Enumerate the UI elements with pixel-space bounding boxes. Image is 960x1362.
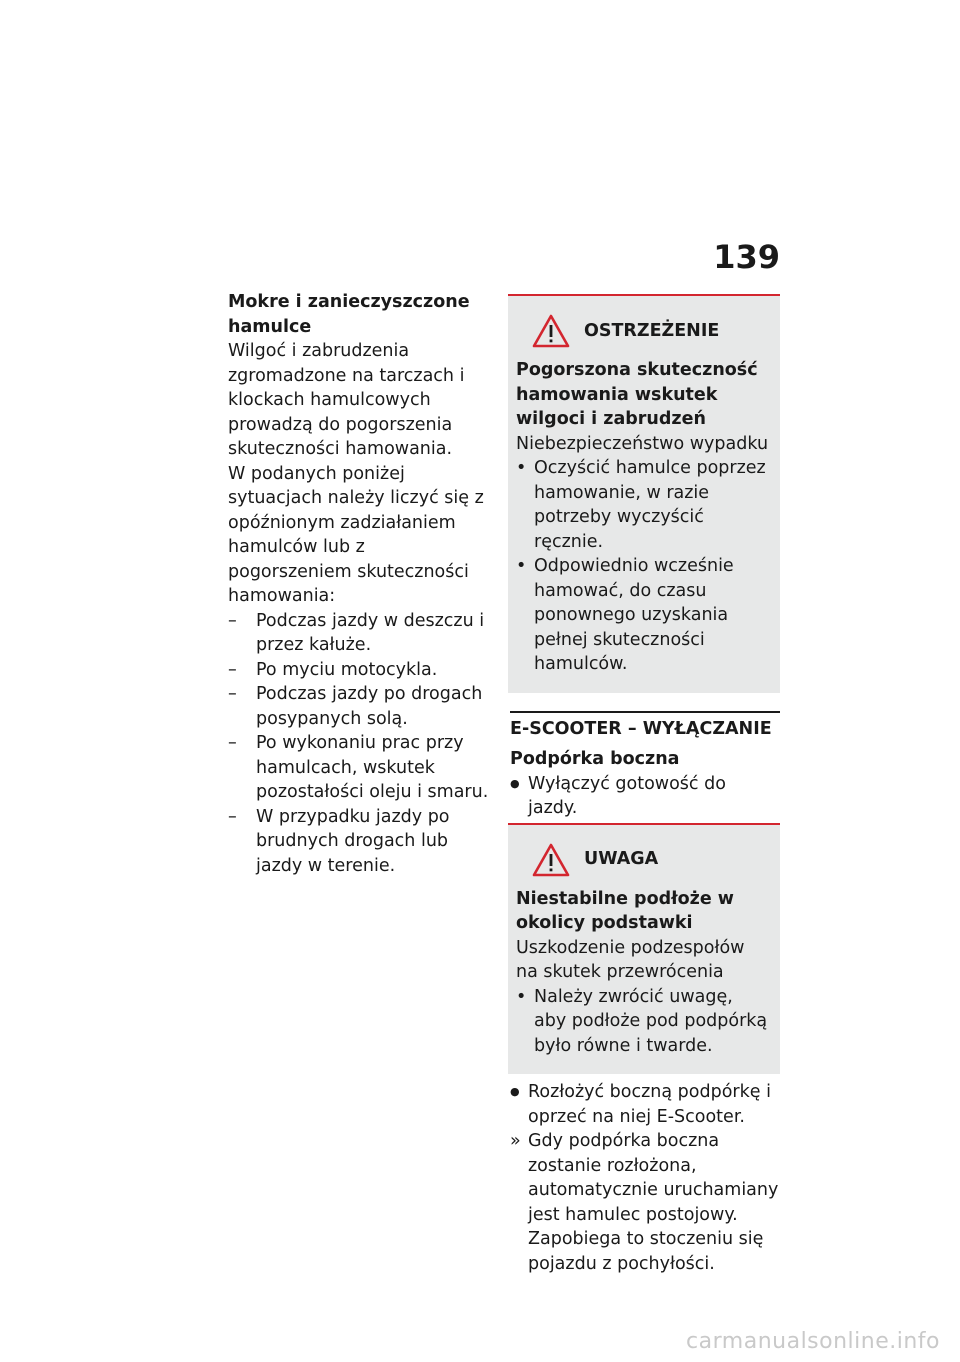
page-number: 139 bbox=[713, 238, 780, 276]
action-step: ● Wyłączyć gotowość do jazdy. bbox=[510, 772, 780, 821]
action-step: ● Rozłożyć boczną podpórkę i oprzeć na niej E-Scooter. bbox=[510, 1080, 780, 1129]
paragraph: Wilgoć i zabrudzenia zgromadzone na tarczach i klockach hamulcowych prowadzą do pogorszenia skuteczności hamowania. bbox=[228, 341, 465, 459]
caution-subtitle: Niestabilne podłoże w okolicy podstawki bbox=[516, 888, 734, 933]
list-item: • Należy zwrócić uwagę, aby podłoże pod podpórką było równe i twarde. bbox=[516, 985, 770, 1059]
right-column bbox=[510, 294, 780, 1276]
result-step: » Gdy podpórka boczna zostanie rozłożona, automatycznie uruchamiany jest hamulec postojowy. Zapobiega to stoczeniu się pojazdu z pochyłości. bbox=[510, 1129, 780, 1276]
caution-risk: Uszkodzenie podzespołów na skutek przewrócenia bbox=[516, 937, 745, 982]
list-item: – Po wykonaniu prac przy hamulcach, wskutek pozostałości oleju i smaru. bbox=[228, 731, 490, 805]
warning-risk: Niebezpieczeństwo wypadku bbox=[516, 433, 769, 454]
section-title: E-SCOOTER – WYŁĄCZANIE bbox=[510, 711, 780, 742]
warning-header bbox=[532, 314, 770, 348]
caution-title: UWAGA bbox=[584, 849, 659, 870]
warning-triangle-icon bbox=[532, 843, 570, 877]
paragraph: W podanych poniżej sytuacjach należy liczyć się z opóźnionym zadziałaniem hamulców lub z pogorszeniem skuteczności hamowania: bbox=[228, 463, 484, 606]
warning-triangle-icon bbox=[532, 314, 570, 348]
list-item: – Podczas jazdy po drogach posypanych solą. bbox=[228, 682, 490, 731]
list-item: – W przypadku jazdy po brudnych drogach lub jazdy w terenie. bbox=[228, 805, 490, 879]
warning-subtitle: Pogorszona skuteczność hamowania wskutek wilgoci i zabrudzeń bbox=[516, 360, 758, 429]
watermark: carmanualsonline.info bbox=[686, 1329, 940, 1354]
caution-header bbox=[532, 843, 770, 877]
dash-list bbox=[228, 609, 490, 879]
list-item: • Odpowiednio wcześnie hamować, do czasu ponownego uzyskania pełnej skuteczności hamulców. bbox=[516, 554, 770, 677]
warning-title: OSTRZEŻENIE bbox=[584, 320, 720, 341]
list-item: • Oczyścić hamulce poprzez hamowanie, w razie potrzeby wyczyścić ręcznie. bbox=[516, 456, 770, 554]
list-item: – Podczas jazdy w deszczu i przez kałuże. bbox=[228, 609, 490, 658]
section-heading: Mokre i zanieczyszczone hamulce bbox=[228, 292, 470, 337]
left-column bbox=[228, 290, 490, 878]
caution-box bbox=[508, 823, 780, 1075]
warning-box bbox=[508, 294, 780, 693]
subheading: Podpórka boczna bbox=[510, 749, 680, 769]
list-item: – Po myciu motocykla. bbox=[228, 658, 490, 683]
